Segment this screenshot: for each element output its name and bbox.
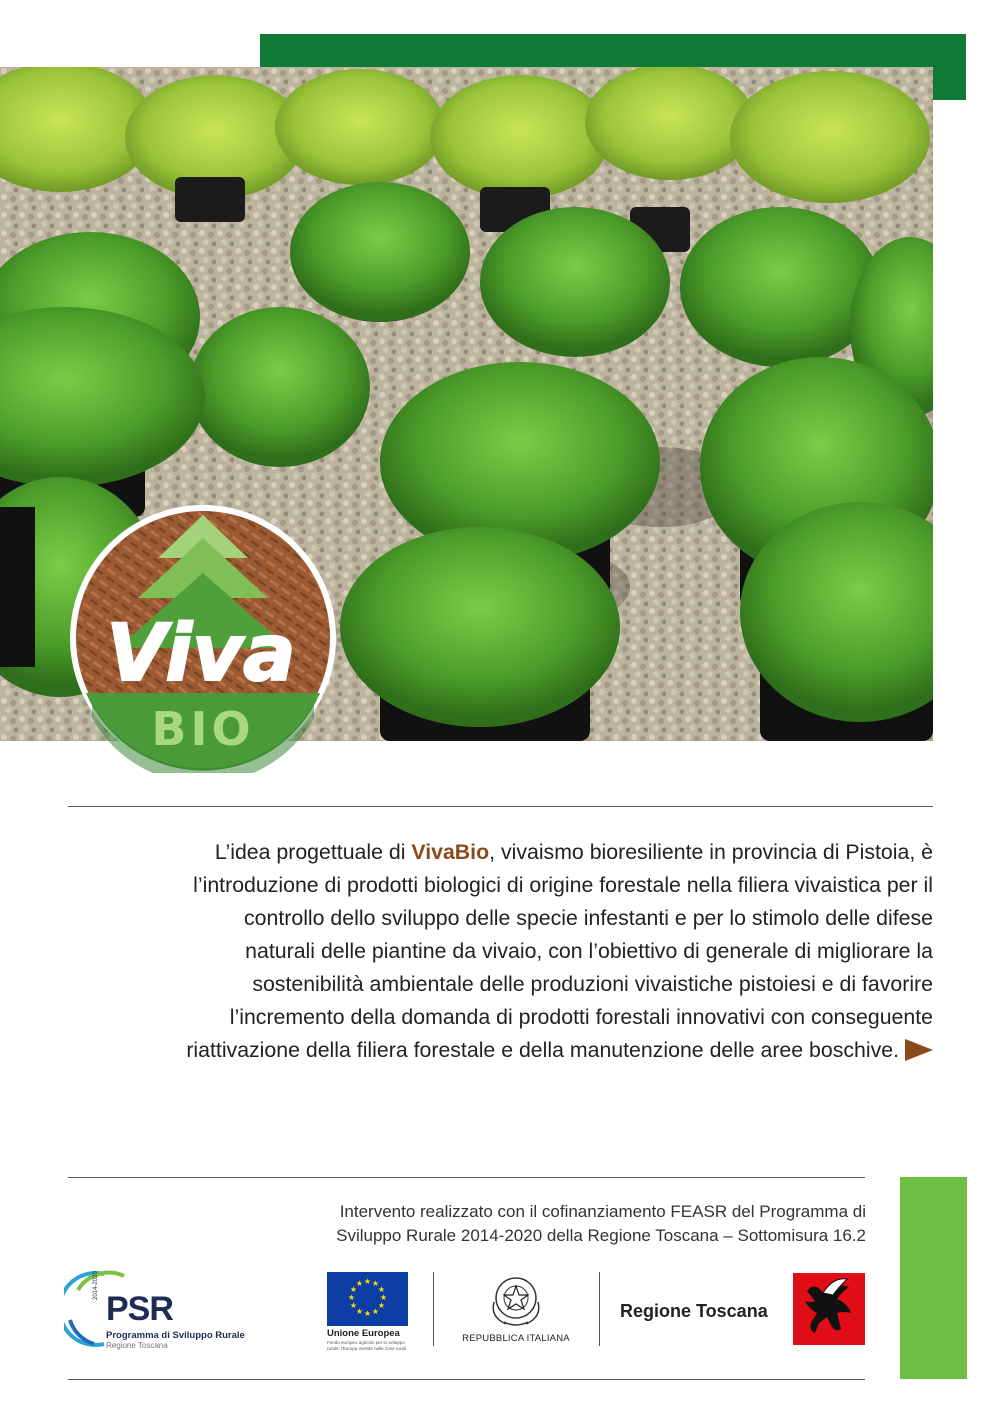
- tuscany-pegasus-icon: [793, 1273, 865, 1345]
- region-label: Regione Toscana: [620, 1301, 768, 1321]
- eu-flag-icon: [327, 1272, 408, 1326]
- logo-bio-text: BIO: [151, 702, 255, 756]
- funding-line-1: Intervento realizzato con il cofinanziamento FEASR del Programma di: [339, 1202, 866, 1221]
- svg-text:★: ★: [355, 1307, 364, 1316]
- psr-region: Regione Toscana: [106, 1341, 168, 1350]
- psr-years: 2014-2020: [93, 1271, 99, 1300]
- middle-divider: [68, 1177, 865, 1178]
- bottom-divider: [68, 1379, 865, 1380]
- intro-text: L’idea progettuale di: [214, 840, 412, 864]
- svg-text:★: ★: [349, 1285, 358, 1294]
- svg-text:★: ★: [349, 1301, 358, 1310]
- project-description: [180, 836, 933, 1067]
- eu-label: Unione Europea: [327, 1328, 400, 1339]
- top-divider: [68, 806, 933, 807]
- brand-name: VivaBio: [411, 840, 490, 864]
- italian-republic-emblem-icon: [486, 1272, 546, 1328]
- svg-text:★: ★: [371, 1307, 380, 1316]
- logo-viva-text: Viva: [106, 609, 296, 699]
- svg-text:★: ★: [363, 1277, 372, 1286]
- svg-text:★: ★: [377, 1301, 386, 1310]
- republic-label: REPUBBLICA ITALIANA: [462, 1333, 570, 1344]
- logo-divider-1: [433, 1272, 434, 1346]
- svg-text:★: ★: [363, 1309, 372, 1318]
- psr-subtitle: Programma di Sviluppo Rurale: [106, 1330, 245, 1341]
- funding-note: [180, 1200, 866, 1248]
- psr-title: PSR: [106, 1290, 173, 1328]
- svg-text:★: ★: [379, 1293, 388, 1302]
- logo-divider-2: [599, 1272, 600, 1346]
- svg-text:★: ★: [347, 1293, 356, 1302]
- svg-text:★: ★: [355, 1279, 364, 1288]
- funding-line-2: Sviluppo Rurale 2014-2020 della Regione Toscana – Sottomisura 16.2: [336, 1226, 866, 1245]
- side-green-block: [900, 1177, 967, 1379]
- svg-text:★: ★: [377, 1285, 386, 1294]
- svg-text:★: ★: [371, 1279, 380, 1288]
- arrow-right-icon: [905, 1039, 933, 1061]
- description-text: , vivaismo bioresiliente in provincia di Pistoia, è l’introduzione di prodotti biologici di origine forestale nella filiera vivaistica per il controllo dello sviluppo delle specie infestanti e per lo stimolo delle difese naturali delle piantine da vivaio, con l’obiettivo di generale di migliorare la sostenibilità ambientale delle produzioni vivaistiche pistoiesi e di favorire l’incremento della domanda di prodotti forestali innovativi con conseguente riattivazione della filiera forestale e della manutenzione delle aree boschive.: [186, 840, 933, 1062]
- vivabio-logo: [68, 503, 338, 773]
- eu-small-text: Fondo europeo agricolo per lo sviluppo rurale: l'Europa investe nelle zone rurali: [327, 1340, 406, 1351]
